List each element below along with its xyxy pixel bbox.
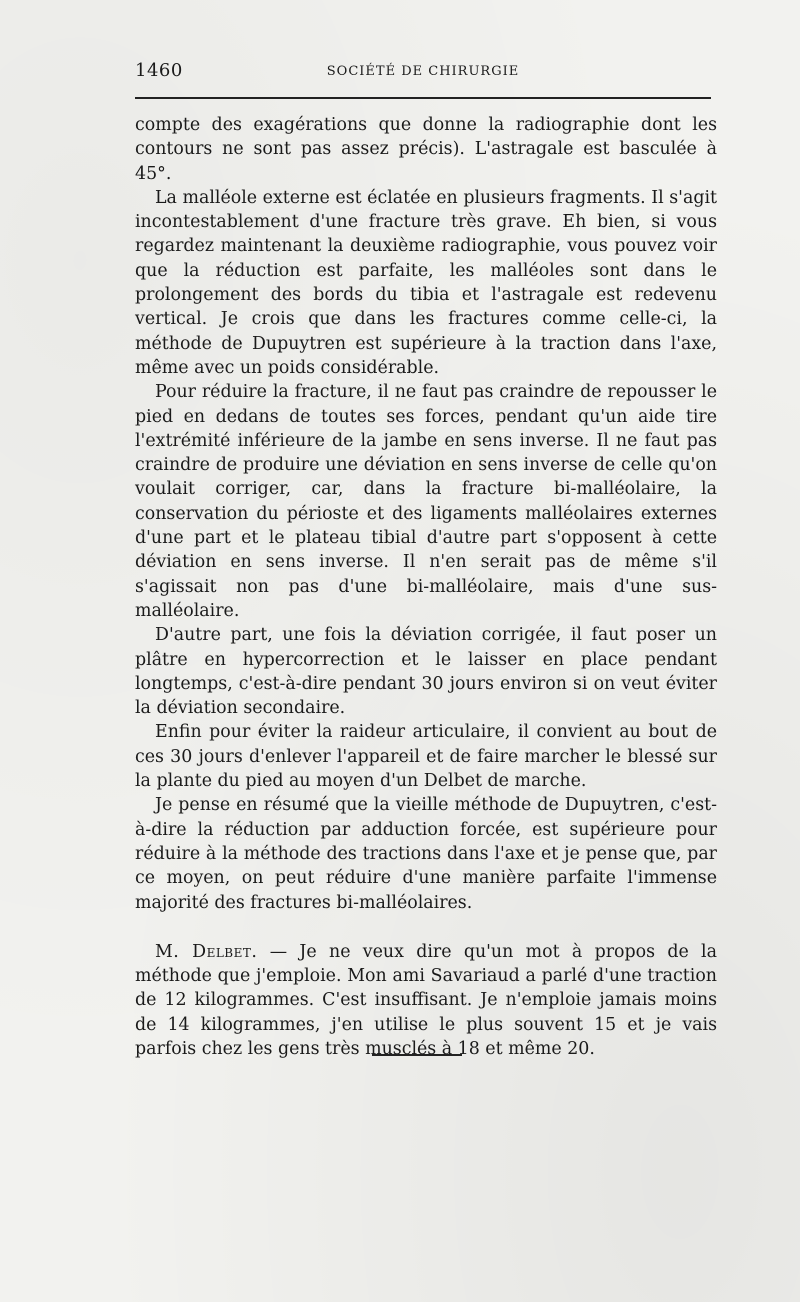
paragraph-raideur: Enfin pour éviter la raideur articulaire, il convient au bout de ces 30 jours d'enlever l'appareil et de faire marcher le blessé sur la plante du pied au moyen d'un Delbet de marche. [135, 722, 717, 792]
paragraph-malleole: La malléole externe est éclatée en plusieurs fragments. Il s'agit incontestablement d'une fracture très grave. Eh bien, si vous regardez maintenant la deuxième radiographie, vous pouvez voir que la réduction est parfaite, les malléoles sont dans le prolongement des bords du tibia et l'astragale est redevenu vertical. Je crois que dans les fractures comme celle-ci, la méthode de Dupuytren est supérieure à la traction dans l'axe, même avec un poids considérable. [135, 187, 717, 378]
paragraph-continuation: compte des exagérations que donne la radiographie dont les contours ne sont pas assez précis). L'astragale est basculée à 45°. [135, 115, 717, 184]
paragraph-reduction: Pour réduire la fracture, il ne faut pas craindre de repousser le pied en dedans de toutes ses forces, pendant qu'un aide tire l'extrémité inférieure de la jambe en sens inverse. Il ne faut pas craindre de produire une déviation en sens inverse de celle qu'on voulait corriger, car, dans la fracture bi-malléolaire, la conservation du périoste et des ligaments malléolaires externes d'une part et le plateau tibial d'autre part s'opposent à cette déviation en sens inverse. Il n'en serait pas de même s'il s'agissait non pas d'une bi-malléolaire, mais d'une sus-malléolaire. [135, 382, 717, 621]
body-text [135, 113, 717, 1061]
delbet-remark: — Je ne veux dire qu'un mot à propos de la méthode que j'emploie. Mon ami Savariaud a parlé d'une traction de 12 kilogrammes. C'est insuffisant. Je n'emploie jamais moins de 14 kilogrammes, j'en utilise le plus souvent 15 et je vais parfois chez les gens très musclés à 18 et même 20. [135, 941, 717, 1059]
paragraph-spacer [135, 915, 717, 940]
page-number: 1460 [135, 60, 183, 81]
speaker-name: M. Delbet. [155, 941, 258, 962]
running-head: SOCIÉTÉ DE CHIRURGIE [326, 64, 520, 79]
page-header [135, 58, 711, 88]
paragraph-platre: D'autre part, une fois la déviation corrigée, il faut poser un plâtre en hypercorrection et le laisser en place pendant longtemps, c'est-à-dire pendant 30 jours environ si on veut éviter la déviation secondaire. [135, 625, 717, 719]
paragraph-resume: Je pense en résumé que la vieille méthode de Dupuytren, c'est-à-dire la réduction par adduction forcée, est supérieure pour réduire à la méthode des tractions dans l'axe et je pense que, par ce moyen, on peut réduire d'une manière parfaite l'immense majorité des fractures bi-malléolaires. [135, 795, 717, 913]
section-end-rule [372, 1054, 462, 1056]
paragraph-delbet [135, 940, 717, 1061]
header-rule [135, 97, 711, 99]
